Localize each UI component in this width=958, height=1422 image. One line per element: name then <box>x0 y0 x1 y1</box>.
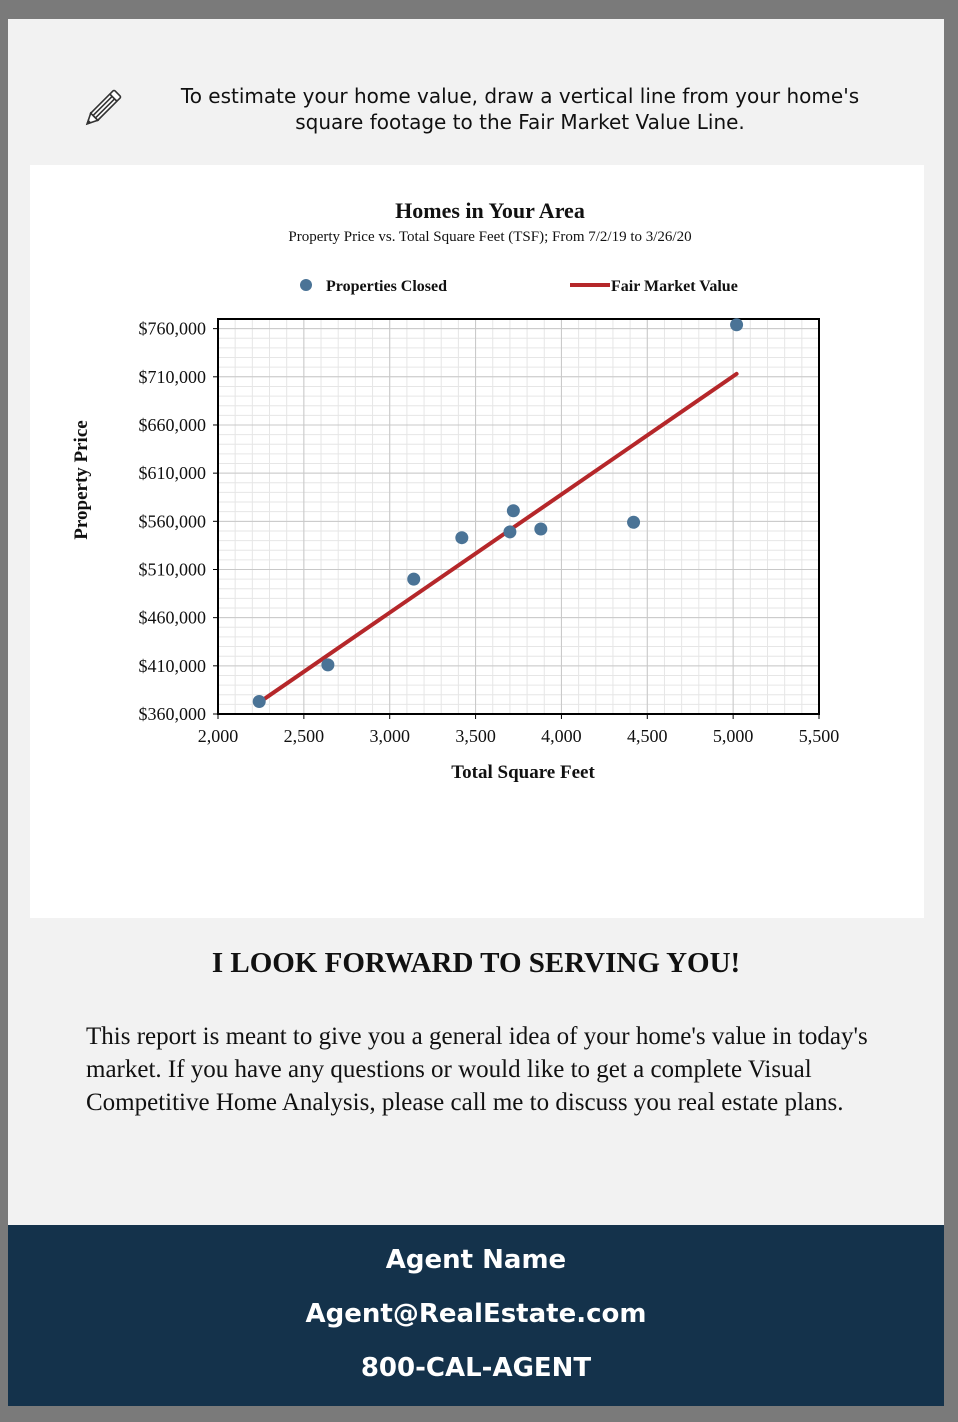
y-tick-label: $360,000 <box>138 704 206 724</box>
agent-email[interactable]: Agent@RealEstate.com <box>305 1299 647 1329</box>
data-point-property-closed <box>455 531 468 544</box>
agent-phone[interactable]: 800-CAL-AGENT <box>360 1353 592 1383</box>
data-point-property-closed <box>407 573 420 586</box>
x-axis-label: Total Square Feet <box>451 762 595 783</box>
y-axis-label: Property Price <box>71 420 92 540</box>
legend-label-properties-closed: Properties Closed <box>326 278 448 295</box>
data-point-property-closed <box>627 516 640 529</box>
x-tick-label: 3,000 <box>369 726 410 746</box>
y-tick-label: $410,000 <box>138 655 206 676</box>
report-page <box>8 19 944 1406</box>
instruction-row <box>78 83 914 135</box>
chart-title: Homes in Your Area <box>395 198 585 223</box>
legend-label-fair-market-value: Fair Market Value <box>611 278 738 295</box>
x-tick-label: 3,500 <box>455 726 496 746</box>
chart-subtitle: Property Price vs. Total Square Feet (TSF); From 7/2/19 to 3/26/20 <box>288 229 692 245</box>
closing-heading: I LOOK FORWARD TO SERVING YOU! <box>211 947 741 979</box>
legend-marker-properties-closed <box>300 279 312 291</box>
chart-card <box>30 165 924 918</box>
agent-name: Agent Name <box>385 1245 567 1275</box>
scatter-chart <box>30 165 924 918</box>
closing-paragraph: This report is meant to give you a general idea of your home's value in today's market. If you have any questions or would like to get a complete Visual Competitive Home Analysis, please call me to discuss you real estate plans. <box>86 1023 868 1116</box>
y-tick-label: $560,000 <box>138 511 206 532</box>
data-point-property-closed <box>730 318 743 331</box>
data-point-property-closed <box>534 523 547 536</box>
pencil-icon <box>78 85 126 133</box>
data-point-property-closed <box>507 504 520 517</box>
x-tick-label: 5,000 <box>712 726 754 746</box>
fair-market-value-line <box>259 374 736 703</box>
y-tick-label: $760,000 <box>138 318 206 339</box>
agent-footer <box>8 1225 944 1406</box>
x-tick-label: 4,500 <box>627 726 668 746</box>
y-tick-label: $610,000 <box>138 463 206 484</box>
x-tick-label: 5,500 <box>798 726 840 746</box>
y-tick-label: $510,000 <box>138 559 206 580</box>
x-tick-label: 2,000 <box>197 726 239 746</box>
y-tick-label: $660,000 <box>138 414 206 435</box>
data-point-property-closed <box>253 695 266 708</box>
x-tick-label: 4,000 <box>541 726 582 746</box>
y-tick-label: $710,000 <box>138 366 206 387</box>
instruction-text: To estimate your home value, draw a vertical line from your home's square footage to the Fair Market Value Line. <box>180 84 860 134</box>
x-tick-label: 2,500 <box>283 726 325 746</box>
y-tick-label: $460,000 <box>138 607 206 628</box>
data-point-property-closed <box>503 525 516 538</box>
data-point-property-closed <box>321 658 334 671</box>
